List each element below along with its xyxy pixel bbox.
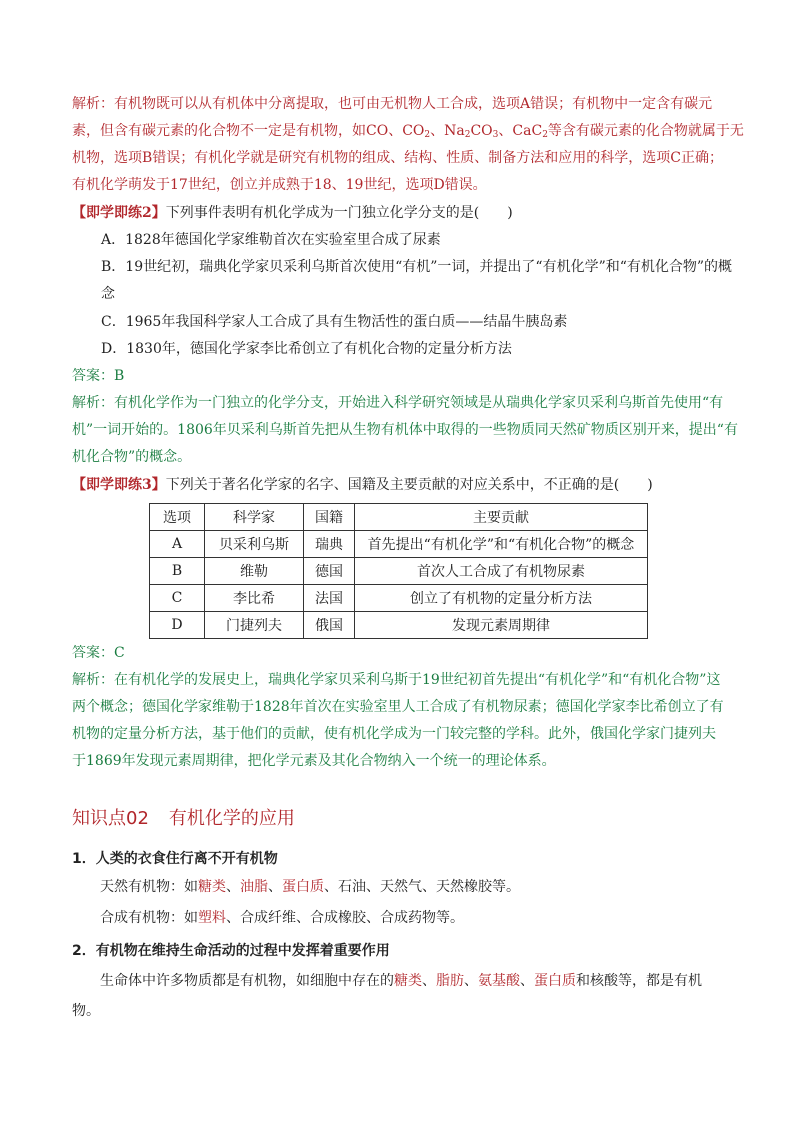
table-row [150, 558, 648, 585]
question-2-option-b: B．19世纪初，瑞典化学家贝采利乌斯首次使用“有机”一词，并提出了“有机化学”和“有机化合物”的概 [101, 259, 733, 275]
synthetic-organics-line: 合成有机物：如塑料、合成纤维、合成橡胶、合成药物等。 [100, 910, 464, 926]
table-cell: 门捷列夫 [205, 612, 304, 639]
question-3-explanation-line-3: 机物的定量分析方法，基于他们的贡献，使有机化学成为一门较完整的学科。此外，俄国化学家门捷列夫 [72, 726, 716, 742]
question-2-option-d: D．1830年，德国化学家李比希创立了有机化合物的定量分析方法 [101, 341, 512, 357]
subheading-2: 2．有机物在维持生命活动的过程中发挥着重要作用 [72, 943, 390, 959]
question-2-option-c: C．1965年我国科学家人工合成了具有生物活性的蛋白质——结晶牛胰岛素 [101, 314, 568, 330]
question-3-explanation-line-1: 解析：在有机化学的发展史上，瑞典化学家贝采利乌斯于19世纪初首先提出“有机化学”和“有机化合物”这 [72, 672, 721, 688]
question-2-option-b-cont: 念 [101, 286, 115, 302]
table-cell: 创立了有机物的定量分析方法 [355, 585, 648, 612]
explanation-1-line-3: 机物，选项B错误；有机化学就是研究有机物的组成、结构、性质、制备方法和应用的科学，选项C正确； [72, 150, 723, 166]
table-cell: 维勒 [205, 558, 304, 585]
table-header-cell: 选项 [150, 504, 205, 531]
question-3-explanation-line-2: 两个概念；德国化学家维勒于1828年首次在实验室里人工合成了有机物尿素；德国化学家李比希创立了有 [72, 699, 724, 715]
table-row [150, 612, 648, 639]
table-cell: 首次人工合成了有机物尿素 [355, 558, 648, 585]
explanation-1-line-2: 素，但含有碳元素的化合物不一定是有机物，如CO、$CO_2$、$Na_2CO_3$、CaC$_2$等含有碳元素的化合物就属于无 [72, 123, 744, 140]
table-row [150, 585, 648, 612]
table-cell: 贝采利乌斯 [205, 531, 304, 558]
question-2-explanation-line-2: 机”一词开始的。1806年贝采利乌斯首先把从生物有机体中取得的一些物质同天然矿物质区别开来，提出“有 [72, 422, 738, 438]
life-organics-line-1: 生命体中许多物质都是有机物，如细胞中存在的糖类、脂肪、氨基酸、蛋白质和核酸等，都是有机 [100, 973, 702, 989]
table-cell: C [150, 585, 205, 612]
question-2-tag: 【即学即练2】 [72, 205, 166, 221]
subheading-1: 1．人类的衣食住行离不开有机物 [72, 851, 278, 867]
table-header-cell: 主要贡献 [355, 504, 648, 531]
table-cell: B [150, 558, 205, 585]
question-2-explanation-line-3: 机化合物”的概念。 [72, 449, 192, 465]
question-3-tag: 【即学即练3】 [72, 477, 166, 493]
table-cell: D [150, 612, 205, 639]
life-organics-line-2: 物。 [72, 1003, 100, 1019]
table-row [150, 531, 648, 558]
question-2-explanation-line-1: 解析：有机化学作为一门独立的化学分支，开始进入科学研究领域是从瑞典化学家贝采利乌斯首先使用“有 [72, 395, 724, 411]
question-2-answer: 答案：B [72, 368, 125, 384]
table-header-cell: 科学家 [205, 504, 304, 531]
table-cell: 法国 [304, 585, 355, 612]
question-3-explanation-line-4: 于1869年发现元素周期律，把化学元素及其化合物纳入一个统一的理论体系。 [72, 753, 556, 769]
question-2-stem: 【即学即练2】下列事件表明有机化学成为一门独立化学分支的是( ) [72, 205, 513, 221]
explanation-1-line-4: 有机化学萌发于17世纪，创立并成熟于18、19世纪，选项D错误。 [72, 177, 487, 193]
explanation-1-line-1: 解析：有机物既可以从有机体中分离提取，也可由无机物人工合成，选项A错误；有机物中一定含有碳元 [72, 96, 713, 112]
section-title: 有机化学的应用 [168, 808, 295, 829]
table-cell: 发现元素周期律 [355, 612, 648, 639]
table-header-cell: 国籍 [304, 504, 355, 531]
table-cell: 德国 [304, 558, 355, 585]
table-cell: 首先提出“有机化学”和“有机化合物”的概念 [355, 531, 648, 558]
table-cell: 瑞典 [304, 531, 355, 558]
table-cell: A [150, 531, 205, 558]
question-2-option-a: A．1828年德国化学家维勒首次在实验室里合成了尿素 [101, 232, 441, 248]
table-cell: 李比希 [205, 585, 304, 612]
section-label: 知识点02 [72, 808, 149, 829]
scientists-table [149, 503, 648, 639]
section-heading [72, 804, 295, 830]
natural-organics-line: 天然有机物：如糖类、油脂、蛋白质、石油、天然气、天然橡胶等。 [100, 879, 520, 895]
question-3-stem: 【即学即练3】下列关于著名化学家的名字、国籍及主要贡献的对应关系中，不正确的是( ) [72, 477, 653, 493]
table-cell: 俄国 [304, 612, 355, 639]
question-3-answer: 答案：C [72, 645, 125, 661]
table-header-row [150, 504, 648, 531]
